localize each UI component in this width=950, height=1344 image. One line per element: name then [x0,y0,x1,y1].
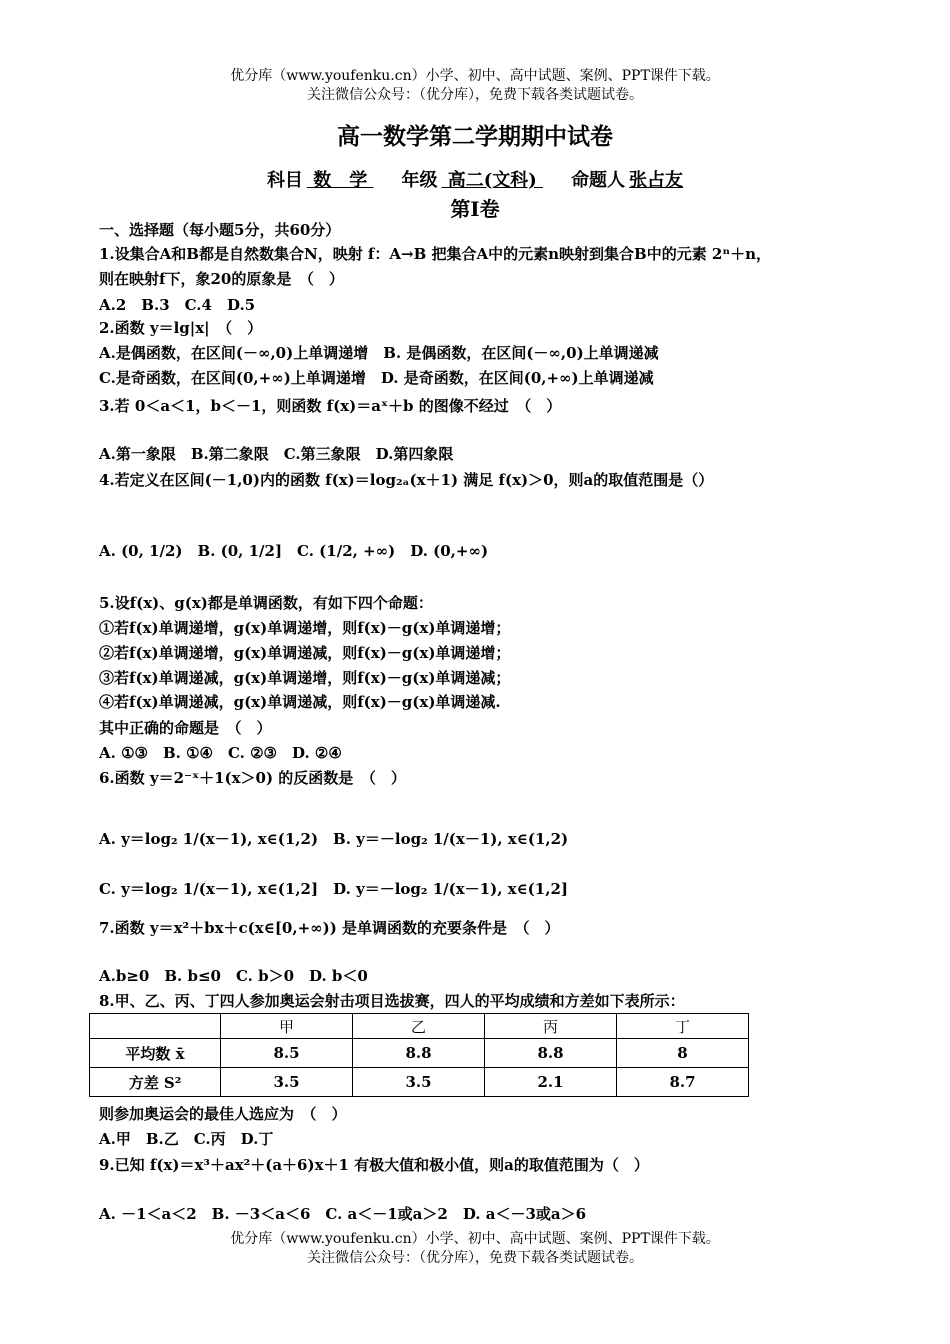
question-6-options-cd: C. y＝log₂ 1/(x－1), x∈(1,2] D. y＝－log₂ 1/(x－1), x∈(1,2] [99,880,568,898]
volume-heading: 第Ⅰ卷 [450,197,500,221]
question-5-item-4: ④若f(x)单调递减，g(x)单调递减，则f(x)－g(x)单调递减. [99,693,501,711]
table-header-cell: 甲 [221,1014,353,1039]
header-line-1: 优分库（www.youfenku.cn）小学、初中、高中试题、案例、PPT课件下载。 [230,68,720,84]
grade-label: 年级 [401,170,438,191]
question-9-options: A. －1＜a＜2 B. －3＜a＜6 C. a＜－1或a＞2 D. a＜－3或a＞6 [99,1205,587,1223]
table-header-cell [90,1014,221,1039]
table-cell: 8.8 [485,1039,617,1068]
subject-value: 数 学 [306,170,374,191]
table-cell: 8.5 [221,1039,353,1068]
question-5-item-1: ①若f(x)单调递增，g(x)单调递增，则f(x)－g(x)单调递增； [99,619,511,637]
question-2-options-cd: C.是奇函数，在区间(0,+∞)上单调递增 D. 是奇函数，在区间(0,+∞)上单调递减 [99,369,654,387]
question-9: 9.已知 f(x)＝x³＋ax²＋(a＋6)x＋1 有极大值和极小值，则a的取值范围为（ ） [99,1156,649,1174]
question-2-options-ab: A.是偶函数，在区间(－∞,0)上单调递增 B. 是偶函数，在区间(－∞,0)上单调递减 [99,344,659,362]
table-cell: 2.1 [485,1068,617,1097]
exam-info [0,166,950,192]
question-4: 4.若定义在区间(－1,0)内的函数 f(x)＝log₂ₐ(x＋1) 满足 f(x)＞0，则a的取值范围是（） [99,471,714,489]
question-5-prompt: 其中正确的命题是 （ ） [99,719,272,737]
table-header-cell: 丁 [617,1014,749,1039]
question-3: 3.若 0＜a＜1，b＜－1，则函数 f(x)＝aˣ＋b 的图像不经过 （ ） [99,397,562,415]
question-6-options-ab: A. y＝log₂ 1/(x－1), x∈(1,2) B. y＝－log₂ 1/(x－1), x∈(1,2) [99,830,569,848]
question-6: 6.函数 y＝2⁻ˣ＋1(x＞0) 的反函数是 （ ） [99,769,406,787]
table-cell: 平均数 x̄ [90,1039,221,1068]
question-5-item-2: ②若f(x)单调递增，g(x)单调递减，则f(x)－g(x)单调递增； [99,644,511,662]
table-header-row [90,1014,749,1039]
table-row [90,1068,749,1097]
table-cell: 8.7 [617,1068,749,1097]
question-1-options: A.2 B.3 C.4 D.5 [99,296,256,314]
question-8: 8.甲、乙、丙、丁四人参加奥运会射击项目选拔赛，四人的平均成绩和方差如下表所示： [99,992,685,1010]
subject-label: 科目 [266,170,303,191]
question-5: 5.设f(x)、g(x)都是单调函数，有如下四个命题： [99,594,433,612]
author-label: 命题人 [571,170,626,191]
question-1: 1.设集合A和B都是自然数集合N，映射 f：A→B 把集合A中的元素n映射到集合B中的元素 2ⁿ＋n， [99,245,772,263]
question-4-options: A. (0, 1/2) B. (0, 1/2] C. (1/2, +∞) D. (0,+∞) [99,542,489,560]
question-1-cont: 则在映射f下，象20的原象是 （ ） [99,270,344,288]
footer-line-1: 优分库（www.youfenku.cn）小学、初中、高中试题、案例、PPT课件下载。 [230,1231,720,1247]
author-value: 张占友 [629,170,684,191]
question-5-options: A. ①③ B. ①④ C. ②③ D. ②④ [99,744,342,762]
table-cell: 8 [617,1039,749,1068]
table-cell: 3.5 [221,1068,353,1097]
table-header-cell: 乙 [353,1014,485,1039]
table-row [90,1039,749,1068]
table-cell: 方差 S² [90,1068,221,1097]
grade-value: 高二(文科) [441,170,544,191]
section-heading: 一、选择题（每小题5分，共60分） [99,221,341,239]
page-title: 高一数学第二学期期中试卷 [337,123,613,150]
question-3-options: A.第一象限 B.第二象限 C.第三象限 D.第四象限 [99,445,454,463]
table-cell: 8.8 [353,1039,485,1068]
question-7: 7.函数 y＝x²＋bx＋c(x∈[0,+∞)) 是单调函数的充要条件是 （ ） [99,919,560,937]
footer-line-2: 关注微信公众号：（优分库），免费下载各类试题试卷。 [307,1250,643,1266]
question-7-options: A.b≥0 B. b≤0 C. b＞0 D. b＜0 [99,967,368,985]
header-line-2: 关注微信公众号：（优分库），免费下载各类试题试卷。 [307,87,643,103]
question-5-item-3: ③若f(x)单调递减，g(x)单调递增，则f(x)－g(x)单调递减； [99,669,511,687]
question-8-prompt: 则参加奥运会的最佳人选应为 （ ） [99,1105,347,1123]
table-header-cell: 丙 [485,1014,617,1039]
question-2: 2.函数 y＝lg|x| （ ） [99,319,263,337]
table-cell: 3.5 [353,1068,485,1097]
score-table [89,1013,749,1097]
question-8-options: A.甲 B.乙 C.丙 D.丁 [99,1130,274,1148]
